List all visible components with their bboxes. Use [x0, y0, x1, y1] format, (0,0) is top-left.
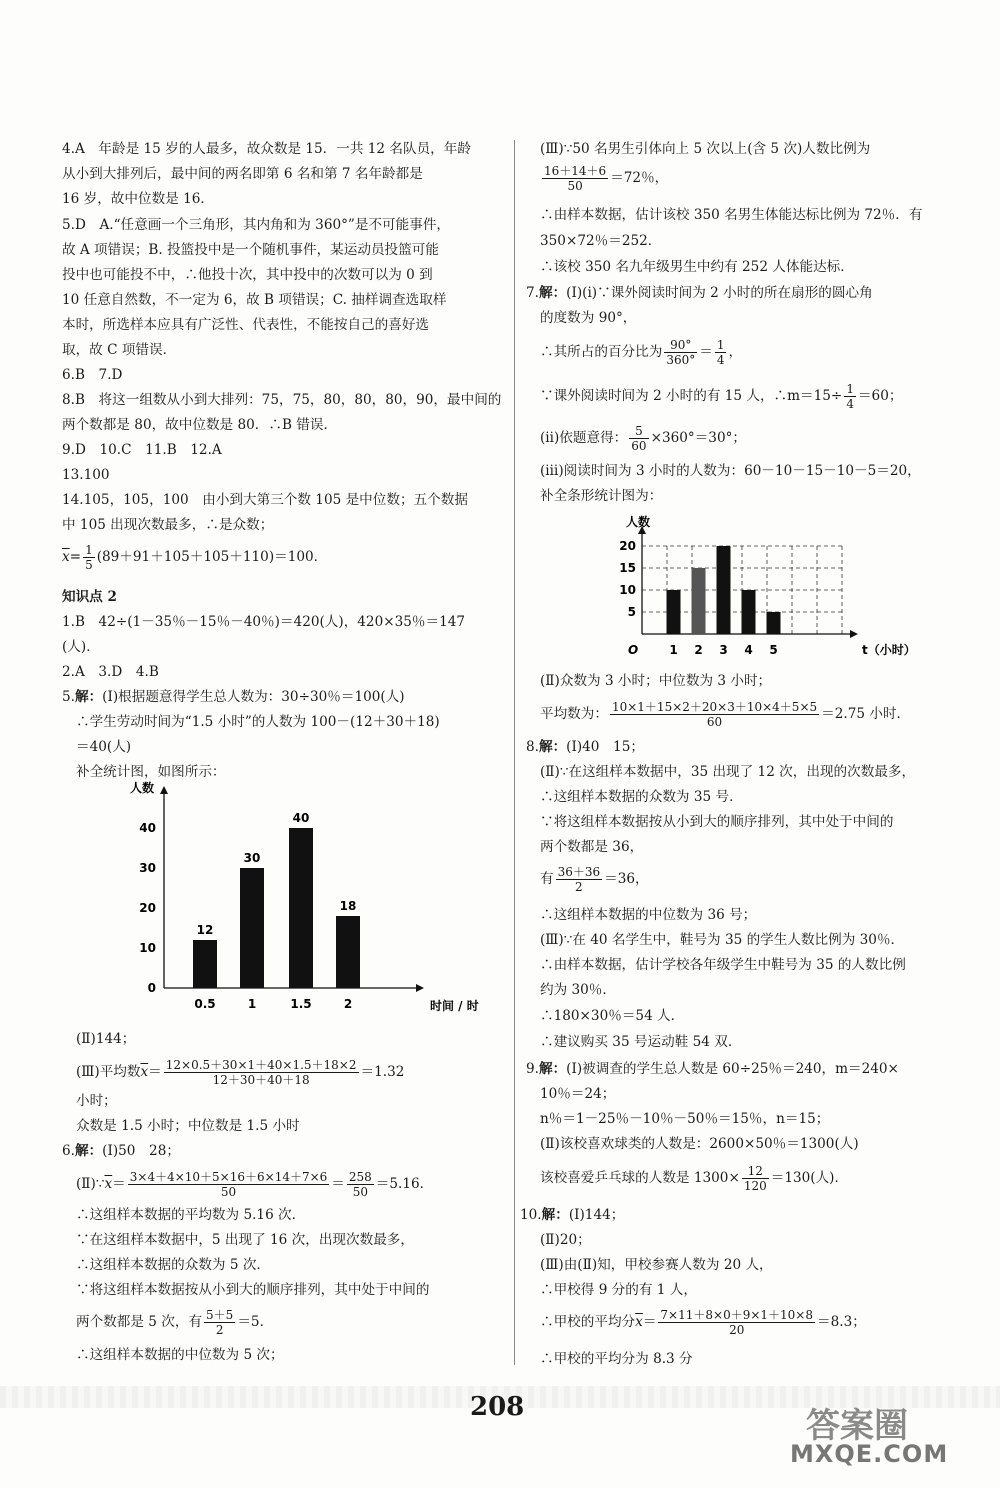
fraction: $\frac{36+36}{2}$ [557, 865, 601, 894]
text-line: ∴这组样本数据的平均数为 5.16 次． [76, 1207, 306, 1223]
text-line: 本时，所选样本应具有广泛性、代表性，不能按自己的喜好选 [62, 317, 430, 333]
text-line: ∴由样本数据，估计该校 350 名男生体能达标比例为 72％．有 [540, 207, 923, 223]
formula-line: $(Ⅱ)\because\overline{x}=$ $\frac{3\times 4+4\times 10+5\times 16+6\times 14+7\times 6}{50}$ ＝ $\frac{258}{50}$ ＝5.16． [76, 1170, 434, 1199]
bar-chart-reading-time [610, 515, 916, 666]
x-tick-label: 5 [769, 643, 778, 657]
text-line: ∴建议购买 35 号运动鞋 54 双． [540, 1034, 742, 1050]
y-tick-label: 30 [139, 861, 156, 875]
text-line: ∴这组样本数据的众数为 35 号． [540, 789, 743, 805]
text-line: 350×72％＝252． [540, 233, 662, 249]
text-line: (Ⅱ)144； [76, 1031, 136, 1047]
formula-line: 平均数为： $\frac{10\times 1+15\times 2+20\times 3+10\times 4+5\times 5}{60}$ ＝2.75 小时． [540, 700, 911, 729]
fraction: $\frac{258}{50}$ [348, 1170, 372, 1199]
data-label: 30 [243, 851, 261, 865]
x-tick-label: 2 [694, 643, 703, 657]
fraction: $\frac{5}{60}$ [631, 424, 647, 453]
text-line: ∵在这组样本数据中，5 出现了 16 次，出现次数最多， [76, 1232, 414, 1248]
text-line: 补全条形统计图为： [540, 488, 663, 504]
y-tick-label: 40 [139, 821, 156, 835]
text-line: 从小到大排列后，最中间的两名即第 6 名和第 7 名年龄都是 [62, 166, 423, 182]
text-line: ∴甲校的平均分为 8.3 分 [540, 1351, 693, 1367]
text-line: 9.D 10.C 11.B 12.A [62, 442, 222, 458]
data-label: 12 [196, 923, 214, 937]
text-line: 7.解：(Ⅰ)(ⅰ)∵课外阅读时间为 2 小时的所在扇形的圆心角 [526, 285, 873, 301]
y-tick-label: 10 [139, 941, 156, 955]
text-line: 6.B 7.D [62, 367, 123, 383]
x-axis-arrow [850, 630, 858, 638]
text-line: ∵将这组样本数据按从小到大的顺序排列，其中处于中间的 [540, 814, 894, 830]
text-line: 约为 30％． [540, 982, 616, 998]
bar [767, 612, 781, 634]
text-line: 5.D A.“任意画一个三角形，其内角和为 360°”是不可能事件， [62, 217, 451, 233]
text-line: 1.B 42÷(1－35％－15％－40％)＝420(人)，420×35％＝147 [62, 614, 466, 630]
bar [240, 868, 264, 988]
text-line: 的度数为 90°， [540, 310, 637, 326]
y-tick-label: 15 [619, 561, 636, 575]
fraction: $\frac{16+14+6}{50}$ [544, 164, 607, 193]
bar-chart-labor-time [122, 783, 502, 1023]
y-axis-arrow [160, 786, 168, 794]
formula-line: ∴其所占的百分比为 $\frac{90^\circ}{360^\circ}$ ＝ $\frac{1}{4}$ ， [540, 338, 743, 367]
text-line: ∴学生劳动时间为“1.5 小时”的人数为 100－(12＋30＋18) [76, 714, 440, 730]
text-line: 取，故 C 项错误． [62, 342, 177, 358]
text-line: ∵将这组样本数据按从小到大的顺序排列，其中处于中间的 [76, 1282, 430, 1298]
text-line: (Ⅲ)∵在 40 名学生中，鞋号为 35 的学生人数比例为 30％． [540, 932, 905, 948]
page-number: 208 [470, 1392, 525, 1422]
text-line: 众数是 1.5 小时；中位数是 1.5 小时 [76, 1118, 300, 1134]
y-axis-label: 人数 [130, 781, 155, 795]
origin-label: O [628, 643, 639, 657]
text-line: 小时； [76, 1093, 117, 1109]
fraction: $\frac{12\times 0.5+30\times 1+40\times 1.5+18\times 2}{12+30+40+18}$ [165, 1058, 357, 1087]
bar [193, 940, 217, 988]
x-axis-arrow [416, 984, 424, 992]
x-axis-label: t（小时） [862, 643, 916, 657]
formula-line: (ⅱ)依题意得： $\frac{5}{60}$ ×360°＝30°； [540, 424, 746, 453]
text-line: 10％＝24； [540, 1086, 616, 1102]
text-line: ∴由样本数据，估计学校各年级学生中鞋号为 35 的人数比例 [540, 957, 906, 973]
x-axis-label: 时间 / 时 [430, 999, 479, 1013]
text-line: 补全统计图，如图所示： [76, 764, 226, 780]
formula-line: ∴甲校的平均分$\overline{x}=$ $\frac{7\times 11+8\times 0+9\times 1+10\times 8}{20}$ ＝8.3； [540, 1308, 866, 1337]
text-line: 2.A 3.D 4.B [62, 664, 159, 680]
y-tick-label: 5 [627, 605, 636, 619]
text-line: (Ⅱ)该校喜欢球类的人数是：2600×50％＝1300(人) [540, 1136, 859, 1152]
bar [667, 590, 681, 634]
text-line: 8.B 将这一组数从小到大排列：75，75，80，80，80，90，最中间的 [62, 392, 502, 408]
x-tick-label: 1 [247, 997, 257, 1011]
formula-line: ∵课外阅读时间为 2 小时的有 15 人，∴m＝15÷ $\frac{1}{4}$ ＝60； [540, 382, 903, 411]
text-line: 投中也可能投不中，∴他投十次，其中投中的次数可以为 0 到 [62, 267, 433, 283]
formula-line: (Ⅲ)平均数$\overline{x}=$ $\frac{12\times 0.5+30\times 1+40\times 1.5+18\times 2}{12+30+40+18}$ ＝1.32 [76, 1058, 405, 1087]
text-line: 两个数都是 80，故中位数是 80．∴B 错误． [62, 417, 338, 433]
text-line: n％＝1－25％－10％－50％＝15％，n＝15； [540, 1111, 830, 1127]
x-tick-label: 1 [669, 643, 678, 657]
data-label: 18 [339, 899, 357, 913]
text-line: 5.解：(Ⅰ)根据题意得学生总人数为：30÷30％＝100(人) [62, 689, 405, 705]
watermark-title: 答案圈 [806, 1406, 908, 1446]
bar [336, 916, 360, 988]
y-tick-label: 20 [619, 539, 636, 553]
fraction: $\frac{12}{120}$ [743, 1164, 767, 1193]
text-line: 16 岁，故中位数是 16． [62, 191, 214, 207]
watermark-url: MXQE.COM [790, 1440, 949, 1468]
fraction: $\frac{10\times 1+15\times 2+20\times 3+10\times 4+5\times 5}{60}$ [611, 700, 818, 729]
x-tick-label: 0.5 [194, 997, 216, 1011]
text-line: ∴这组样本数据的众数为 5 次． [76, 1257, 271, 1273]
text-line: 9.解：(Ⅰ)被调查的学生总人数是 60÷25％＝240，m＝240× [526, 1061, 899, 1077]
text-line: (人)． [62, 639, 100, 655]
x-tick-label: 2 [343, 997, 353, 1011]
text-line: ∴这组样本数据的中位数为 5 次； [76, 1347, 284, 1363]
text-line: ＝40(人) [76, 739, 132, 755]
text-line: (Ⅱ)∵在这组样本数据中，35 出现了 12 次，出现的次数最多， [540, 764, 916, 780]
text-line: 故 A 项错误；B. 投篮投中是一个随机事件，某运动员投篮可能 [62, 242, 439, 258]
fraction: $\frac{7\times 11+8\times 0+9\times 1+10\times 8}{20}$ [660, 1308, 813, 1337]
x-tick-label: 3 [719, 643, 728, 657]
text-line: ∴这组样本数据的中位数为 36 号； [540, 907, 757, 923]
formula-line: 两个数都是 5 次，有 $\frac{5+5}{2}$ ＝5． [76, 1308, 274, 1337]
formula-line: 有 $\frac{36+36}{2}$ ＝36， [540, 865, 649, 894]
fraction: $\frac{3\times 4+4\times 10+5\times 16+6\times 14+7\times 6}{50}$ [129, 1170, 328, 1199]
text-line: 10 任意自然数，不一定为 6，故 B 项错误；C. 抽样调查选取样 [62, 292, 447, 308]
text-line: (Ⅲ)∵50 名男生引体向上 5 次以上(含 5 次)人数比例为 [540, 141, 871, 157]
fraction: $\frac{1}{4}$ [716, 338, 725, 367]
text-line: ∴甲校得 9 分的有 1 人， [540, 1282, 697, 1298]
text-line: 4.A 年龄是 15 岁的人最多，故众数是 15．一共 12 名队员，年龄 [62, 141, 471, 157]
text-line: 中 105 出现次数最多，∴是众数； [62, 517, 274, 533]
x-tick-label: 1.5 [290, 997, 312, 1011]
section-heading: 知识点 2 [62, 589, 117, 605]
bar [692, 568, 706, 634]
bar [717, 546, 731, 634]
text-line: 两个数都是 36， [540, 839, 644, 855]
y-tick-label: 20 [139, 901, 156, 915]
text-line: (Ⅲ)由(Ⅱ)知，甲校参赛人数为 20 人， [540, 1257, 773, 1273]
fraction: $\frac{1}{4}$ [846, 382, 854, 411]
text-line: 8.解：(Ⅰ)40 15； [526, 739, 644, 755]
data-label: 40 [292, 811, 310, 825]
y-axis-label: 人数 [626, 515, 651, 529]
fraction: $\frac{5+5}{2}$ [206, 1308, 234, 1337]
text-line: ∴180×30％＝54 人． [540, 1008, 685, 1024]
x-tick-label: 4 [744, 643, 753, 657]
y-tick-label: 0 [147, 981, 156, 995]
formula-line: 该校喜爱乒乓球的人数是 1300× $\frac{12}{120}$ ＝130(人)． [540, 1164, 849, 1193]
text-line: ∴该校 350 名九年级男生中约有 252 人体能达标． [540, 259, 854, 275]
bar [742, 590, 756, 634]
fraction: $\frac{90^\circ}{360^\circ}$ [666, 338, 696, 367]
text-line: 10.解：(Ⅰ)144； [520, 1207, 625, 1223]
text-line: 14.105，105，100 由小到大第三个数 105 是中位数；五个数据 [62, 492, 468, 508]
text-line: 13.100 [62, 467, 110, 483]
bar [289, 828, 313, 988]
column-divider [514, 140, 515, 1365]
text-line: (ⅲ)阅读时间为 3 小时的人数为：60－10－15－10－5＝20， [540, 463, 921, 479]
y-tick-label: 10 [619, 583, 636, 597]
text-line: 6.解：(Ⅰ)50 28； [62, 1143, 180, 1159]
fraction: $\frac{1}{5}$ [85, 543, 93, 572]
formula-line: $\frac{16+14+6}{50}$ ＝72％， [544, 164, 669, 193]
text-line: (Ⅱ)众数为 3 小时；中位数为 3 小时； [540, 673, 772, 689]
formula-line: $\overline{x}=$ $\frac{1}{5}$ (89＋91＋105＋105＋110)＝100． [62, 543, 328, 572]
text-line: (Ⅱ)20； [540, 1232, 591, 1248]
